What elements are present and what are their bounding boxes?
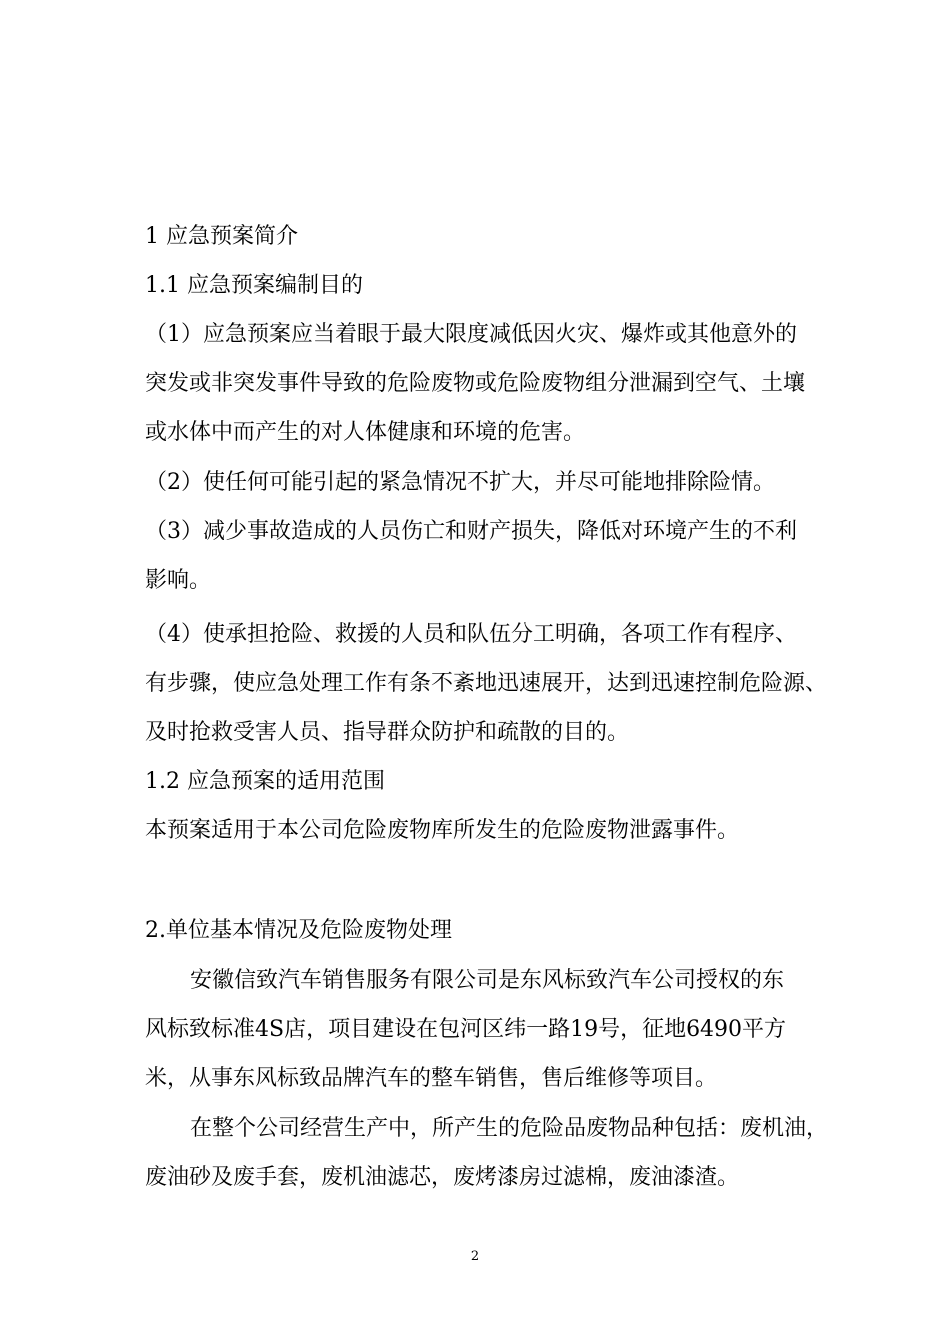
item-4-line-3: 及时抢救受害人员、指导群众防护和疏散的目的。	[145, 720, 630, 745]
item-1-line-3: 或水体中而产生的对人体健康和环境的危害。	[145, 420, 586, 445]
para-1-line-3: 米，从事东风标致品牌汽车的整车销售，售后维修等项目。	[145, 1066, 718, 1091]
item-1-line-2: 突发或非突发事件导致的危险废物或危险废物组分泄漏到空气、土壤	[145, 371, 806, 396]
item-3-line-2: 影响。	[145, 568, 212, 593]
section-heading-1: 1 应急预案简介	[145, 224, 298, 249]
item-4-line-1: （4）使承担抢险、救援的人员和队伍分工明确，各项工作有程序、	[145, 622, 797, 647]
item-1-line-1: （1）应急预案应当着眼于最大限度减低因火灾、爆炸或其他意外的	[145, 322, 797, 347]
item-2-line-1: （2）使任何可能引起的紧急情况不扩大，并尽可能地排除险情。	[145, 470, 775, 495]
para-1-line-1: 安徽信致汽车销售服务有限公司是东风标致汽车公司授权的东	[190, 968, 785, 993]
item-4-line-2: 有步骤，使应急处理工作有条不紊地迅速展开，达到迅速控制危险源、	[145, 671, 828, 696]
scope-text: 本预案适用于本公司危险废物库所发生的危险废物泄露事件。	[145, 818, 740, 843]
section-heading-1-2: 1.2 应急预案的适用范围	[145, 769, 385, 794]
para-2-line-1: 在整个公司经营生产中，所产生的危险品废物品种包括：废机油，	[190, 1116, 829, 1141]
para-1-line-2: 风标致标准4S店，项目建设在包河区纬一路19号，征地6490平方	[145, 1017, 787, 1042]
item-3-line-1: （3）减少事故造成的人员伤亡和财产损失，降低对环境产生的不利	[145, 519, 797, 544]
para-2-line-2: 废油砂及废手套，废机油滤芯，废烤漆房过滤棉，废油漆渣。	[145, 1165, 740, 1190]
section-heading-1-1: 1.1 应急预案编制目的	[145, 273, 363, 298]
page-number: 2	[470, 1249, 480, 1264]
section-heading-2: 2.单位基本情况及危险废物处理	[145, 918, 452, 943]
